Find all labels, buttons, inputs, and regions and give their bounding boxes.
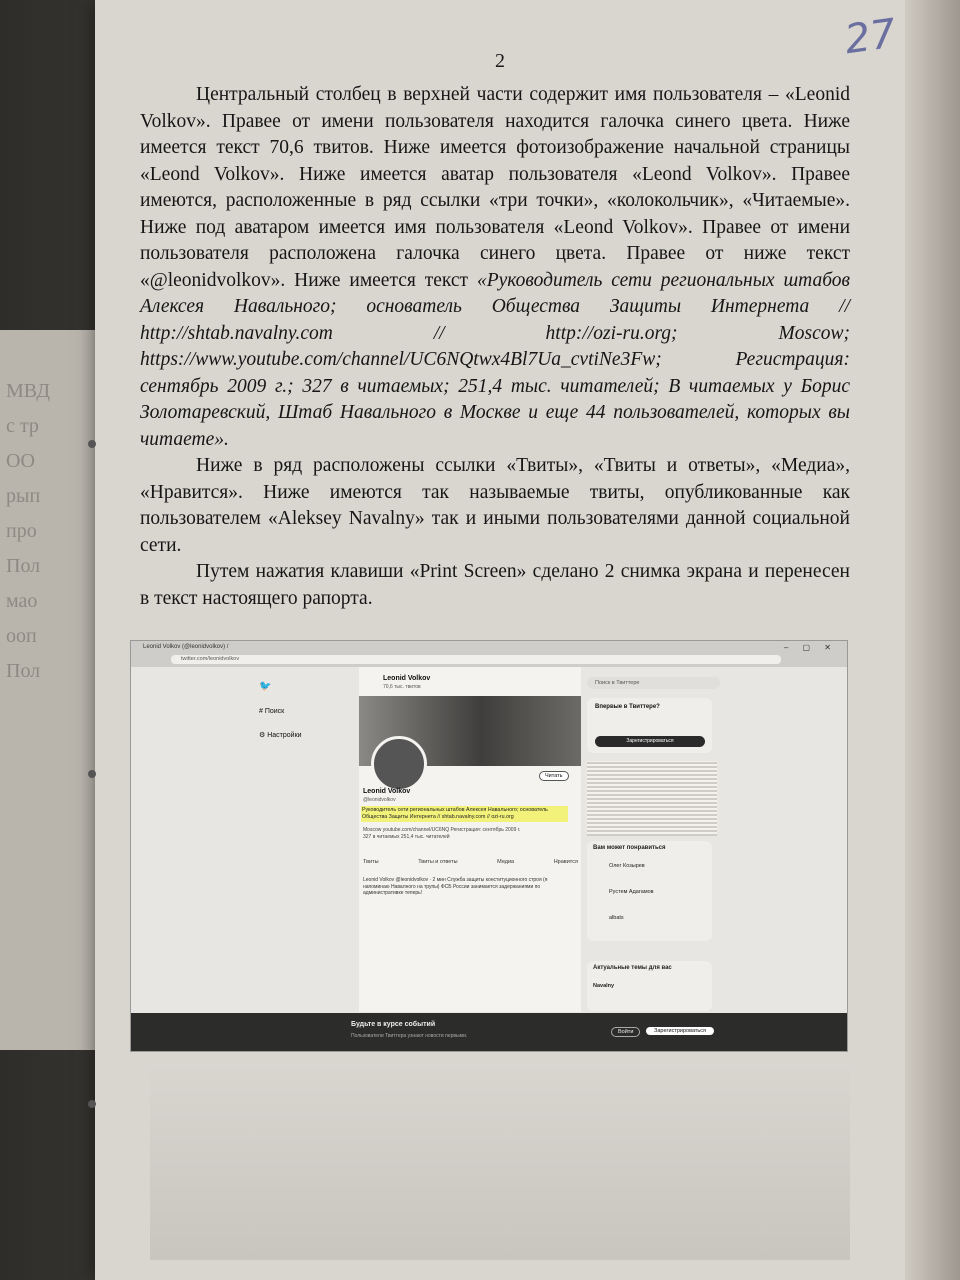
suggested-user: Рустем Адагамов (609, 889, 654, 895)
under-text-2: с тр (6, 415, 39, 437)
paragraph-3: Путем нажатия клавиши «Print Screen» сделано 2 снимка экрана и перенесен в текст настоящего рапорта. (140, 561, 850, 609)
profile-name: Leonid Volkov (363, 788, 411, 795)
page-stack-edge (905, 0, 960, 1280)
banner-title: Будьте в курсе событий (351, 1021, 436, 1028)
browser-tab: Leonid Volkov (@leonidvolkov) / (143, 644, 229, 650)
nav-item-settings: ⚙ Настройки (259, 732, 302, 739)
paragraph-1-text: Центральный столбец в верхней части содержит имя пользователя – «Leonid Volkov». Правее от имени пользователя находится галочка синего цвета. Ниже имеется текст 70,6 твитов. Ниже имеется фотоизображение начальной страницы «Leond Volkov». Ниже имеется аватар пользователя «Leond Volkov». Правее имеются, расположенные в ряд ссылки «три точки», «колокольчик», «Читаемые». Ниже под аватаром имеется имя пользователя «Leond Volkov». Правее от имени пользователя расположена галочка синего цвета. Правее от ниже текст «@leonidvolkov». Ниже имеется текст (140, 84, 850, 291)
under-text-4: рып (6, 485, 41, 507)
profile-stats: 327 в читаемых 251,4 тыс. читателей (363, 834, 450, 840)
twitter-nav (259, 681, 349, 755)
paragraph-1 (140, 82, 850, 453)
under-text-5: про (6, 520, 37, 542)
suggestions-box (587, 841, 712, 941)
trends-title: Актуальные темы для вас (593, 965, 672, 971)
follow-button: Читать (539, 771, 569, 781)
nav-settings-label: Настройки (267, 732, 302, 739)
handwritten-folio-number: 27 (842, 10, 899, 64)
signup-banner (131, 1013, 847, 1051)
punch-hole (88, 440, 96, 448)
profile-header-name: Leonid Volkov (383, 675, 431, 682)
under-text-7: мао (6, 590, 38, 612)
trend-item: Navalny (593, 983, 615, 989)
embedded-screenshot (130, 640, 848, 1052)
banner-subtitle: Пользователи Твиттера узнают новости первыми. (351, 1033, 468, 1039)
under-text-1: МВД (6, 380, 51, 402)
punch-hole (88, 770, 96, 778)
window-controls: – ▢ ✕ (783, 643, 837, 652)
show-through-text (150, 1060, 850, 1260)
page-number: 2 (495, 50, 505, 72)
avatar (371, 736, 427, 792)
browser-chrome (131, 641, 847, 667)
tweet-count: 70,6 тыс. твитов (383, 684, 421, 690)
paragraph-1-quote: «Руководитель сети региональных штабов Алексея Навального; основатель Общества Защиты Интернета // http://shtab.navalny.com // http://ozi-ru.org; Moscow; https://www.youtube.com/channel/UC6NQtwx4Bl7Ua_cvtiNe3Fw; Регистрация: сентябрь 2009 г.; 327 в читаемых; 251,4 тыс. читателей; В читаемых у Борис Золотаревский, Штаб Навального в Москве и еще 44 пользователей, которых вы читаете». (140, 269, 850, 450)
banner-register-button: Зарегистрироваться (646, 1027, 714, 1035)
banner-login-button: Войти (611, 1027, 640, 1037)
tab-likes: Нравится (553, 859, 578, 865)
address-bar: twitter.com/leonidvolkov (171, 655, 781, 664)
under-text-9: Пол (6, 660, 41, 682)
register-button: Зарегистрироваться (595, 736, 705, 747)
trends-box (587, 961, 712, 1011)
tab-media: Медиа (497, 859, 515, 865)
under-text-6: Пол (6, 555, 41, 577)
tweet: Leonid Volkov @leonidvolkov · 2 мин Служба защиты конституционного строя (я напоминаю Навалного на трупы) ФСБ России занимается задержаниями по административке теперь! (363, 877, 548, 896)
profile-location-line: Moscow youtube.com/channel/UC6NQ Регистрация: сентябрь 2009 г. (363, 827, 521, 833)
punch-hole (88, 1100, 96, 1108)
report-body (140, 82, 850, 612)
search-box: Поиск в Твиттере (587, 677, 720, 689)
nav-item-search: # Поиск (259, 708, 285, 715)
profile-handle: @leonidvolkov (363, 797, 396, 803)
document-thumbnails (587, 761, 717, 836)
profile-bio-highlighted: Руководитель сети региональных штабов Алексея Навального; основатель Общества Защиты Интернета // shtab.navalny.com // ozi-ru.org (361, 806, 568, 822)
profile-meta (363, 827, 573, 841)
tab-tweets: Твиты (363, 859, 379, 865)
twitter-logo-icon: 🐦 (259, 681, 272, 692)
signup-box (587, 698, 712, 753)
under-text-8: ооп (6, 625, 37, 647)
tab-replies: Твиты и ответы (418, 859, 458, 865)
paragraph-2: Ниже в ряд расположены ссылки «Твиты», «Твиты и ответы», «Медиа», «Нравится». Ниже имеются так называемые твиты, опубликованные как пользователем «Aleksey Navalny» так и иными пользователями данной социальной сети. (140, 455, 850, 556)
profile-tabs (363, 859, 578, 865)
suggested-user: albats (609, 915, 624, 921)
signup-title: Впервые в Твиттере? (595, 704, 660, 710)
nav-search-label: Поиск (264, 708, 285, 715)
under-text-3: ОО (6, 450, 35, 472)
suggested-user: Олег Козырев (609, 863, 645, 869)
suggestions-title: Вам может понравиться (593, 845, 666, 851)
